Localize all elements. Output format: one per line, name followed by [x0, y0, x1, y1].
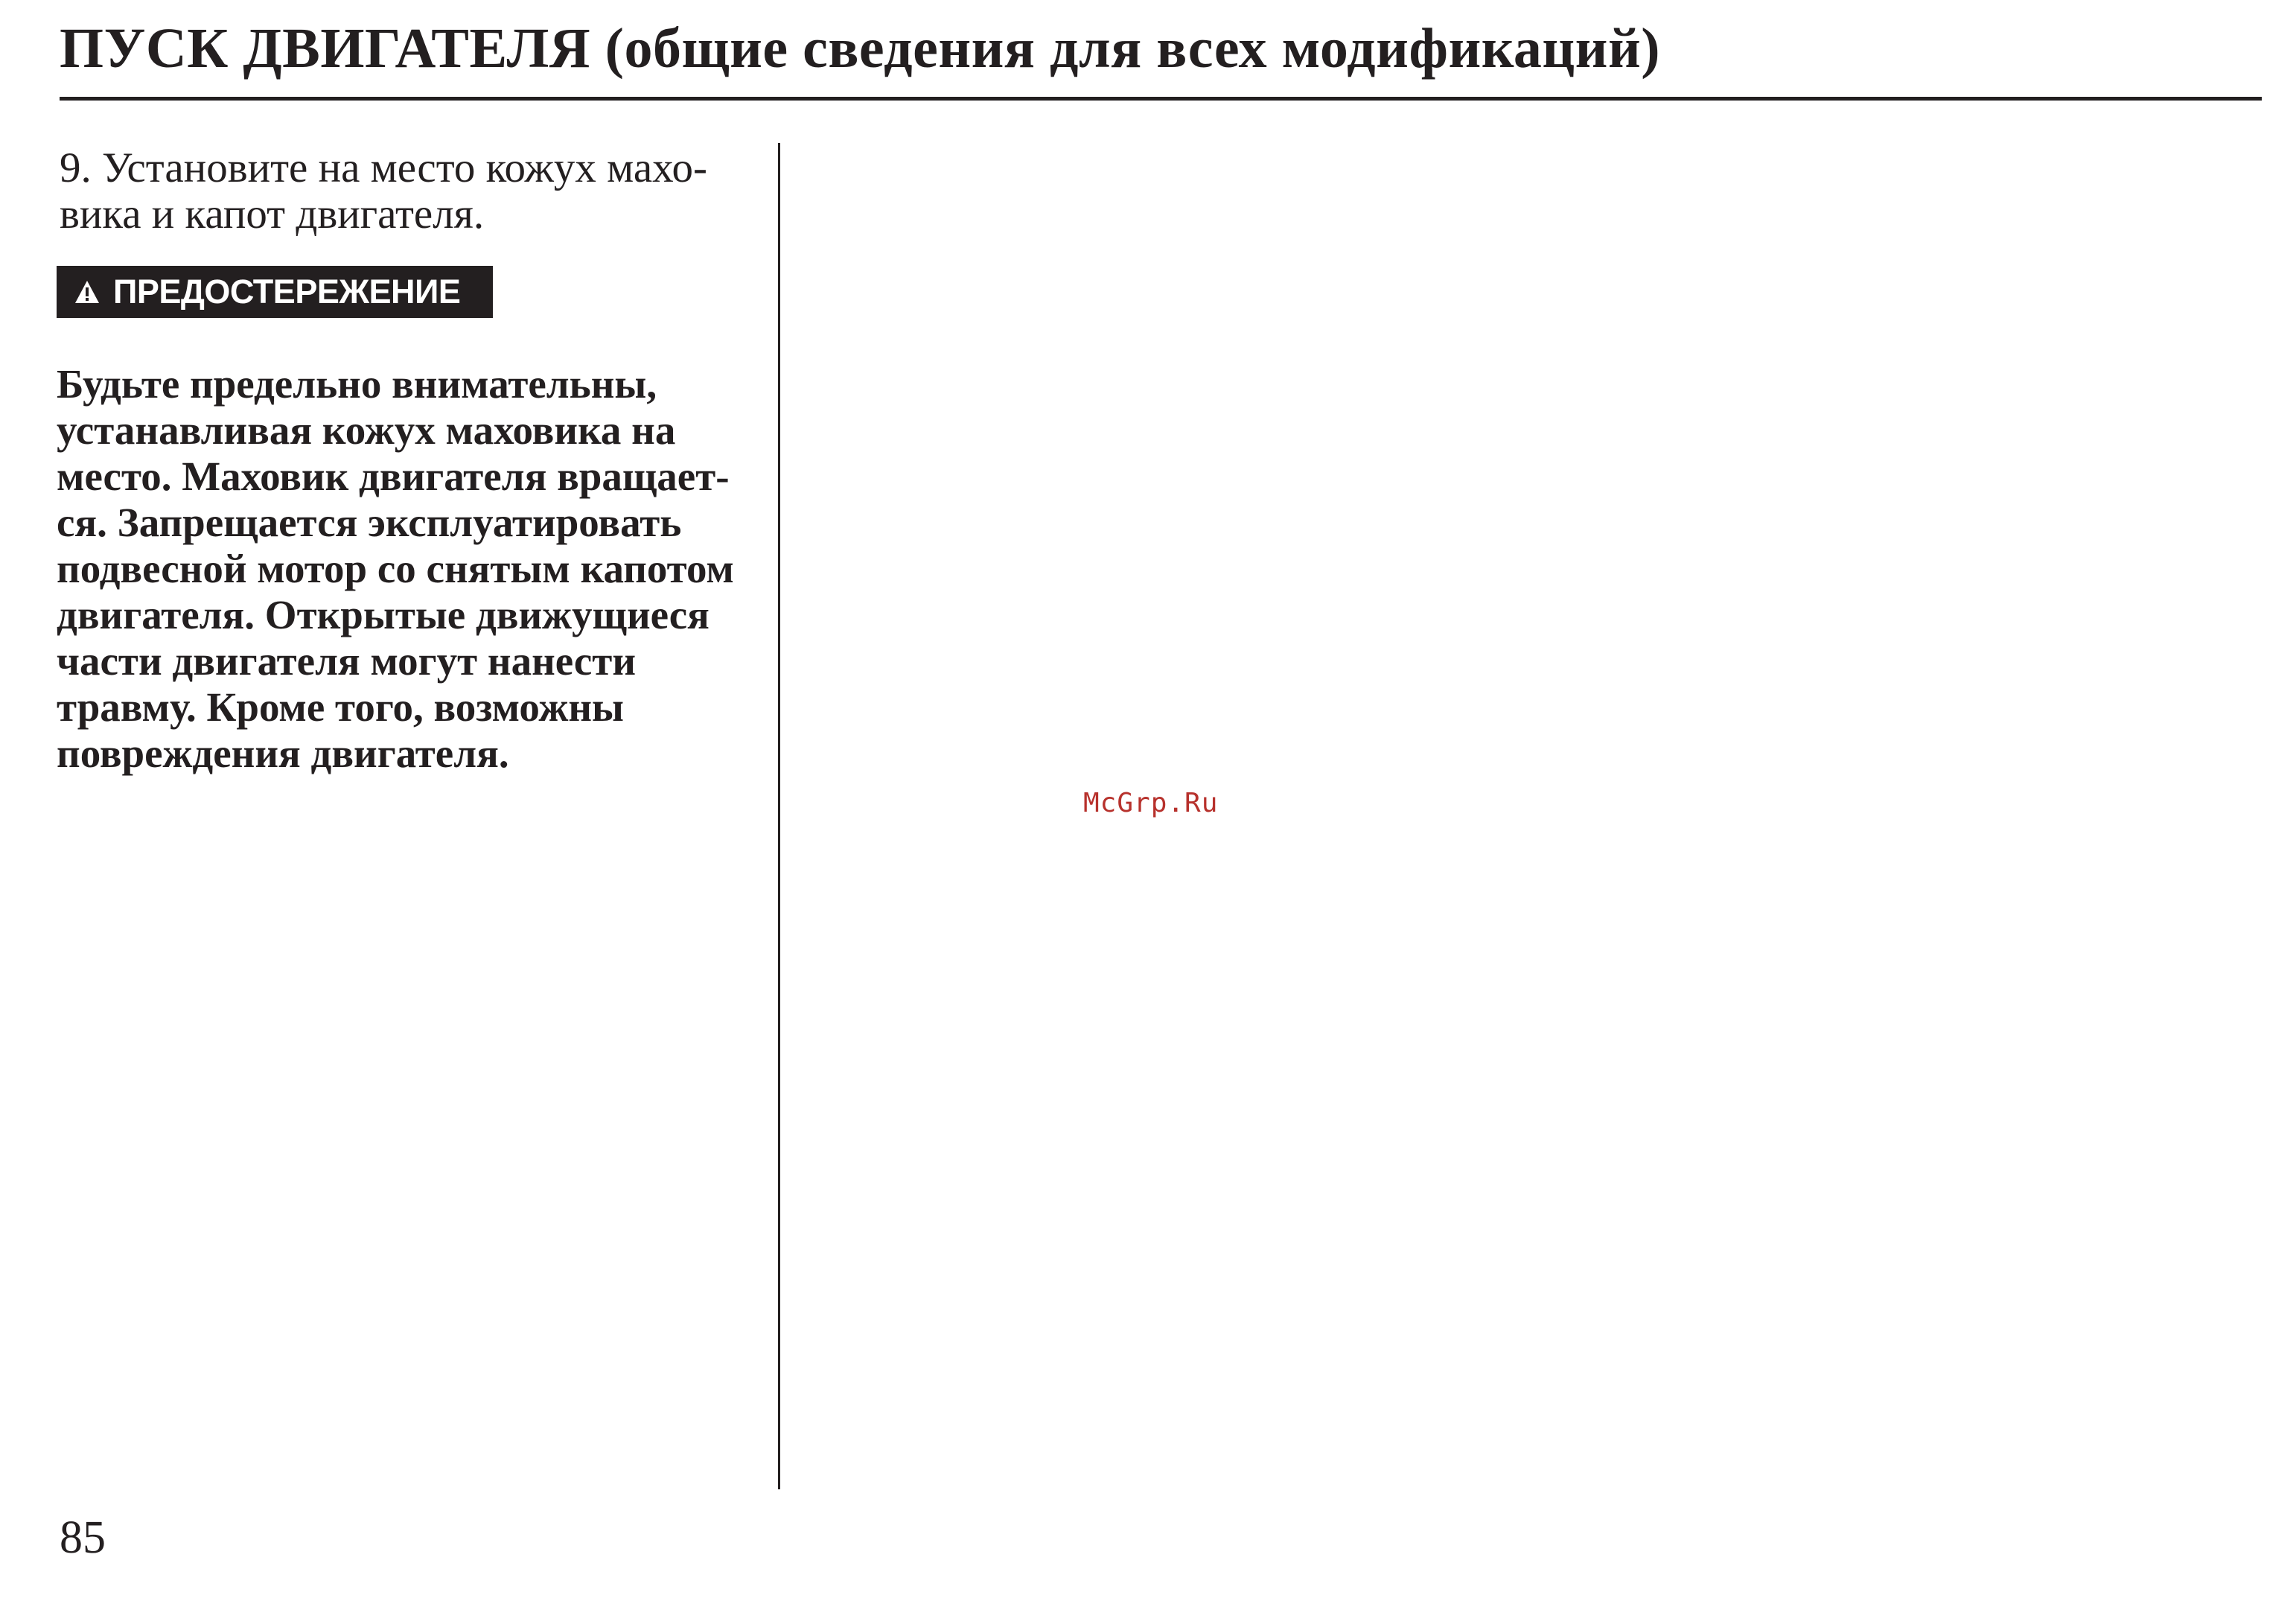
warning-line: повреждения двигателя. — [57, 731, 509, 776]
warning-body — [57, 361, 786, 777]
warning-line: ся. Запрещается эксплуатировать — [57, 500, 682, 545]
step-line: вика и капот двигателя. — [60, 191, 485, 238]
column-divider — [778, 143, 780, 1489]
warning-line: устанавливая кожух маховика на — [57, 407, 676, 453]
title-rule — [60, 97, 2262, 101]
step-9-text — [60, 145, 774, 238]
warning-line: травму. Кроме того, возможны — [57, 684, 624, 730]
warning-line: части двигателя могут нанести — [57, 638, 637, 684]
step-line: 9. Установите на место кожух махо- — [60, 144, 707, 191]
warning-line: место. Маховик двигателя вращает- — [57, 453, 730, 499]
page-title: ПУСК ДВИГАТЕЛЯ (общие сведения для всех модификаций) — [60, 17, 1661, 80]
page-number: 85 — [60, 1512, 106, 1563]
warning-label — [57, 266, 493, 318]
watermark: McGrp.Ru — [1083, 788, 1219, 818]
warning-triangle-icon — [74, 280, 100, 304]
warning-line: Будьте предельно внимательны, — [57, 361, 657, 407]
warning-line: двигателя. Открытые движущиеся — [57, 592, 709, 637]
warning-label-text: ПРЕДОСТЕРЕЖЕНИЕ — [113, 273, 461, 311]
warning-line: подвесной мотор со снятым капотом — [57, 546, 734, 591]
